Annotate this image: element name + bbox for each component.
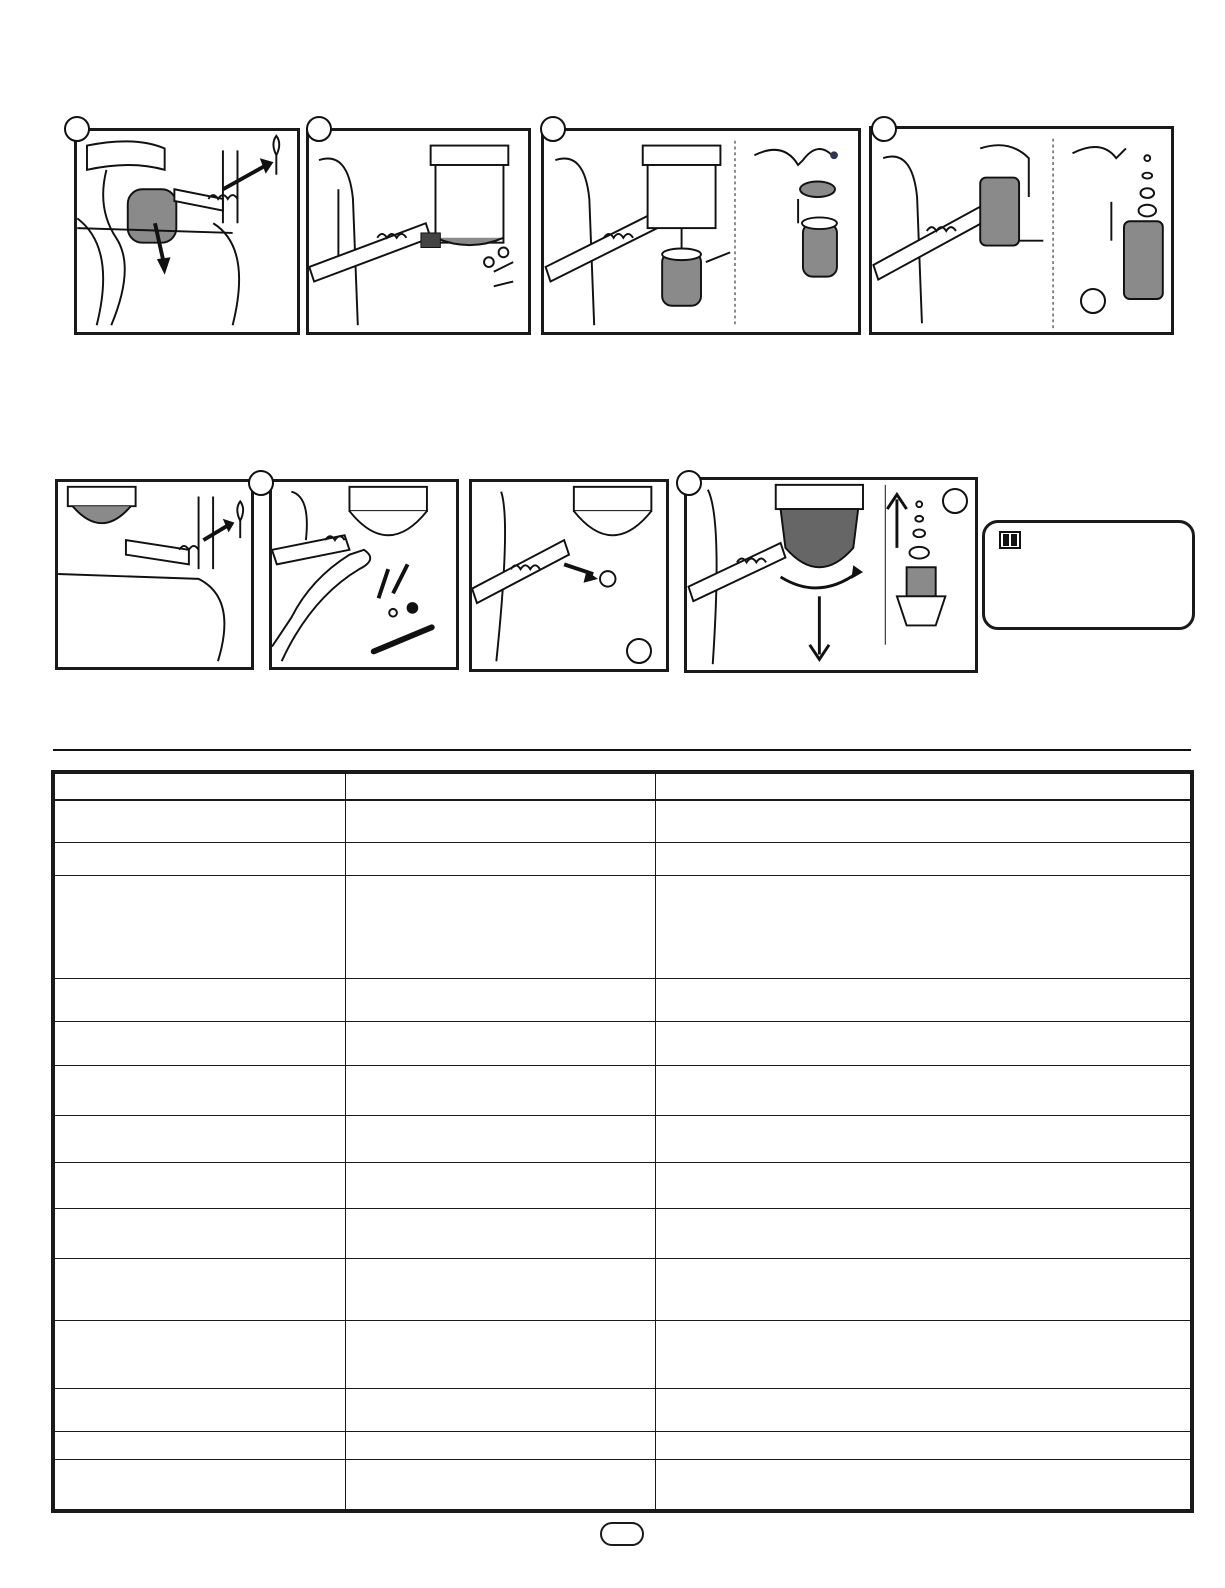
table-cell [346,1022,656,1066]
table-cell [656,1321,1191,1389]
table-cell [656,979,1191,1022]
table-cell [656,876,1191,979]
step-2-illustration [306,128,531,335]
table-row [55,1432,1191,1460]
troubleshooting-table [51,770,1194,1513]
table-cell [346,1432,656,1460]
table-cell [656,1460,1191,1510]
table-cell [55,1066,346,1116]
table-cell [55,1022,346,1066]
step-5-illustration [55,479,254,670]
table-header-row [55,774,1191,800]
table-cell [656,1163,1191,1209]
table-cell [346,876,656,979]
step-1-illustration [74,128,300,335]
table-cell [55,1321,346,1389]
step-8-sub-circle [942,488,968,514]
table-cell [346,1066,656,1116]
step-6-number-circle [248,470,274,496]
table-cell [656,1209,1191,1259]
step-7-sub-circle [626,638,652,664]
step-4-illustration [869,126,1174,335]
step-3-number-circle [540,116,566,142]
table-cell [55,1209,346,1259]
table-cell [346,979,656,1022]
step-3-illustration [541,128,861,335]
note-box [982,520,1195,630]
manual-book-icon [999,531,1021,549]
table-cell [656,1259,1191,1321]
table-cell [55,1259,346,1321]
table-row [55,843,1191,876]
step-2-number-circle [306,116,332,142]
table-cell [346,1116,656,1163]
table-header-cell [346,774,656,800]
table-cell [656,1066,1191,1116]
table-header-cell [55,774,346,800]
table-cell [656,1116,1191,1163]
table-cell [346,1259,656,1321]
step-4-number-circle [871,116,897,142]
table-row [55,800,1191,843]
table-cell [656,1389,1191,1432]
table-cell [346,1209,656,1259]
table-cell [55,800,346,843]
step-6-illustration [269,479,459,670]
table-row [55,1259,1191,1321]
table-cell [55,1432,346,1460]
step-8-illustration [684,477,978,673]
table-cell [656,1432,1191,1460]
table-cell [55,1389,346,1432]
table-row [55,1022,1191,1066]
table-cell [656,843,1191,876]
table-row [55,876,1191,979]
table-cell [346,1163,656,1209]
table-cell [55,843,346,876]
table-cell [346,1460,656,1510]
table-row [55,1321,1191,1389]
page-number-badge [600,1522,644,1546]
table-cell [346,1389,656,1432]
section-divider [53,749,1191,751]
table-row [55,1209,1191,1259]
table-cell [55,979,346,1022]
table-row [55,1389,1191,1432]
table-row [55,1116,1191,1163]
table-cell [55,876,346,979]
table-cell [346,800,656,843]
step-4-sub-circle [1080,288,1106,314]
table-cell [656,800,1191,843]
table-row [55,979,1191,1022]
table-cell [656,1022,1191,1066]
table-cell [346,1321,656,1389]
table-row [55,1066,1191,1116]
table-header-cell [656,774,1191,800]
table-cell [55,1460,346,1510]
table-row [55,1163,1191,1209]
step-1-number-circle [64,116,90,142]
table-cell [346,843,656,876]
table-cell [55,1116,346,1163]
table-row [55,1460,1191,1510]
step-8-number-circle [676,470,702,496]
table-cell [55,1163,346,1209]
